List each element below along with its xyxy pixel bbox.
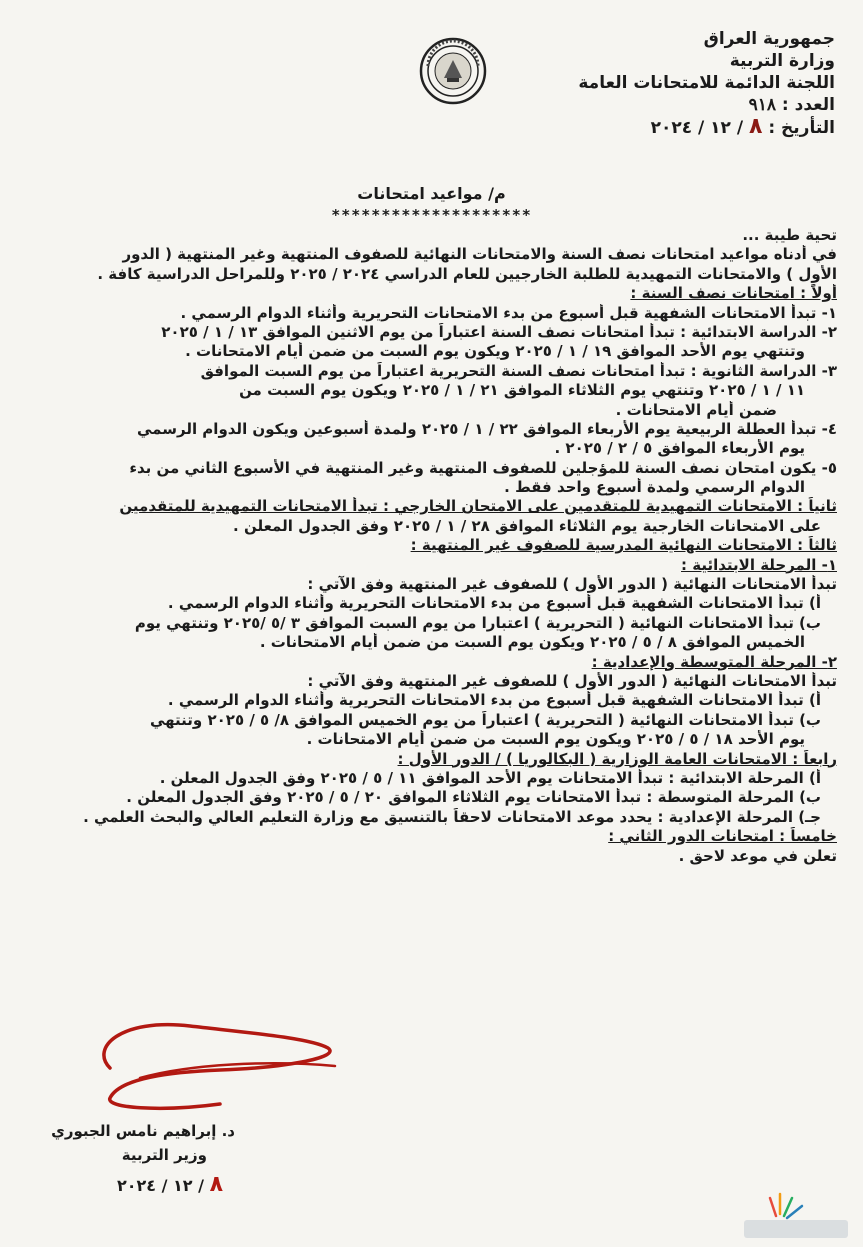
- date-rest: / ١٢ / ٢٠٢٤: [650, 118, 744, 138]
- body-line: جـ) المرحلة الإعدادية : يحدد موعد الامتحانات لاحقاً بالتنسيق مع وزارة التعليم العالي والبحث العلمي .: [83, 807, 821, 826]
- body-line: ثالثاً : الامتحانات النهائية المدرسية للصفوف غير المنتهية :: [410, 536, 837, 555]
- body-line: أ) المرحلة الابتدائية : تبدأ الامتحانات يوم الأحد الموافق ١١ / ٥ / ٢٠٢٥ وفق الجدول المعلن .: [159, 768, 821, 787]
- number-value: ٩١٨: [748, 95, 776, 115]
- body-line: ضمن أيام الامتحانات .: [615, 400, 777, 419]
- body-line: أ) تبدأ الامتحانات الشفهية قبل أسبوع من بدء الامتحانات التحريرية وأثناء الدوام الرسمي .: [167, 594, 821, 613]
- body-line: الدوام الرسمي ولمدة أسبوع واحد فقط .: [504, 478, 805, 497]
- body-line: ب) المرحلة المتوسطة : تبدأ الامتحانات يوم الثلاثاء الموافق ٢٠ / ٥ / ٢٠٢٥ وفق الجدول المعلن .: [126, 788, 821, 807]
- date-day-handwritten: ٨: [748, 114, 763, 139]
- minister-name: د. إبراهيم نامس الجبوري: [51, 1122, 235, 1140]
- body-line: رابعاً : الامتحانات العامة الوزارية ( البكالوريا ) / الدور الأول :: [397, 749, 837, 768]
- body-line: ٢- المرحلة المتوسطة والإعدادية :: [591, 652, 837, 671]
- body-line: ١١ / ١ / ٢٠٢٥ وتنتهي يوم الثلاثاء الموافق ٢١ / ١ / ٢٠٢٥ ويكون يوم السبت من: [239, 381, 805, 400]
- ministry-name: وزارة التربية: [729, 51, 835, 71]
- body-line: ٢- الدراسة الابتدائية : تبدأ امتحانات نصف السنة اعتباراً من يوم الاثنين الموافق ١٣ / ١ / ٢٠٢٥: [161, 322, 837, 341]
- date-label: التأريخ :: [768, 118, 835, 138]
- committee-name: اللجنة الدائمة للامتحانات العامة: [578, 73, 835, 93]
- body-line: تعلن في موعد لاحق .: [678, 846, 837, 865]
- body-line: الخميس الموافق ٨ / ٥ / ٢٠٢٥ ويكون يوم السبت من ضمن أيام الامتحانات .: [259, 633, 805, 652]
- body-line: أولاً : امتحانات نصف السنة :: [630, 284, 837, 303]
- letter-header: [575, 28, 835, 139]
- letter-date: [575, 116, 835, 139]
- body-line: في أدناه مواعيد امتحانات نصف السنة والامتحانات النهائية للصفوف المنتهية وغير المنتهية ( الدور: [122, 245, 837, 264]
- body-line: ١- تبدأ الامتحانات الشفهية قبل أسبوع من بدء الامتحانات التحريرية وأثناء الدوام الرسمي .: [180, 303, 837, 322]
- body-line: ب) تبدأ الامتحانات النهائية ( التحريرية ) اعتبارا من يوم السبت الموافق ٣ /٥ /٢٠٢٥ وتنتهي يوم: [134, 613, 821, 632]
- country-name: جمهورية العراق: [703, 29, 835, 49]
- separator-stars: ********************: [331, 206, 532, 224]
- signature-date-rest: / ١٢ / ٢٠٢٤: [116, 1176, 204, 1195]
- body-line: ب) تبدأ الامتحانات النهائية ( التحريرية ) اعتباراً من يوم الخميس الموافق ٨/ ٥ / ٢٠٢٥ وتنتهي: [149, 710, 821, 729]
- body-line: على الامتحانات الخارجية يوم الثلاثاء الموافق ٢٨ / ١ / ٢٠٢٥ وفق الجدول المعلن .: [233, 516, 821, 535]
- body-line: يوم الأحد ١٨ / ٥ / ٢٠٢٥ ويكون يوم السبت من ضمن أيام الامتحانات .: [306, 730, 805, 749]
- reference-number: [575, 94, 835, 116]
- body-line: خامساً : امتحانات الدور الثاني :: [608, 827, 837, 846]
- body-line: وتنتهي يوم الأحد الموافق ١٩ / ١ / ٢٠٢٥ ويكون يوم السبت من ضمن أيام الامتحانات .: [185, 342, 805, 361]
- body-line: ٣- الدراسة الثانوية : تبدأ امتحانات نصف السنة التحريرية اعتباراً من يوم السبت الموافق: [200, 361, 837, 380]
- ministry-seal-logo: [418, 36, 488, 106]
- body-line: ١- المرحلة الابتدائية :: [681, 555, 837, 574]
- letter-body: [22, 226, 837, 866]
- body-line: ٤- تبدأ العطلة الربيعية يوم الأربعاء الموافق ٢٢ / ١ / ٢٠٢٥ ولمدة أسبوعين ويكون الدوام الرسمي: [137, 419, 837, 438]
- minister-title: وزير التربية: [121, 1146, 207, 1164]
- body-line: تبدأ الامتحانات النهائية ( الدور الأول ) للصفوف غير المنتهية وفق الآتي :: [307, 575, 837, 594]
- body-line: تبدأ الامتحانات النهائية ( الدور الأول ) للصفوف غير المنتهية وفق الآتي :: [307, 671, 837, 690]
- body-line: تحية طيبة ...: [742, 226, 837, 244]
- body-line: الأول ) والامتحانات التمهيدية للطلبة الخارجيين للعام الدراسي ٢٠٢٤ / ٢٠٢٥ وللمراحل الدراسية كافة .: [97, 264, 837, 283]
- letter-subject: م/ مواعيد امتحانات: [357, 184, 506, 203]
- body-line: ٥- يكون امتحان نصف السنة للمؤجلين للصفوف المنتهية وغير المنتهية في الأسبوع الثاني من بدء: [129, 458, 837, 477]
- signature-date-day: ٨: [209, 1172, 223, 1197]
- watermark-logo: [740, 1190, 852, 1242]
- signature-scribble: [80, 1008, 350, 1118]
- signature-date: [117, 1172, 223, 1197]
- body-line: يوم الأربعاء الموافق ٥ / ٢ / ٢٠٢٥ .: [554, 439, 805, 458]
- body-line: ثانياً : الامتحانات التمهيدية للمتقدمين على الامتحان الخارجي : تبدأ الامتحانات التمهيدية للمتقدمين: [119, 497, 837, 516]
- body-line: أ) تبدأ الامتحانات الشفهية قبل أسبوع من بدء الامتحانات التحريرية وأثناء الدوام الرسمي .: [167, 691, 821, 710]
- number-label: العدد :: [781, 95, 835, 115]
